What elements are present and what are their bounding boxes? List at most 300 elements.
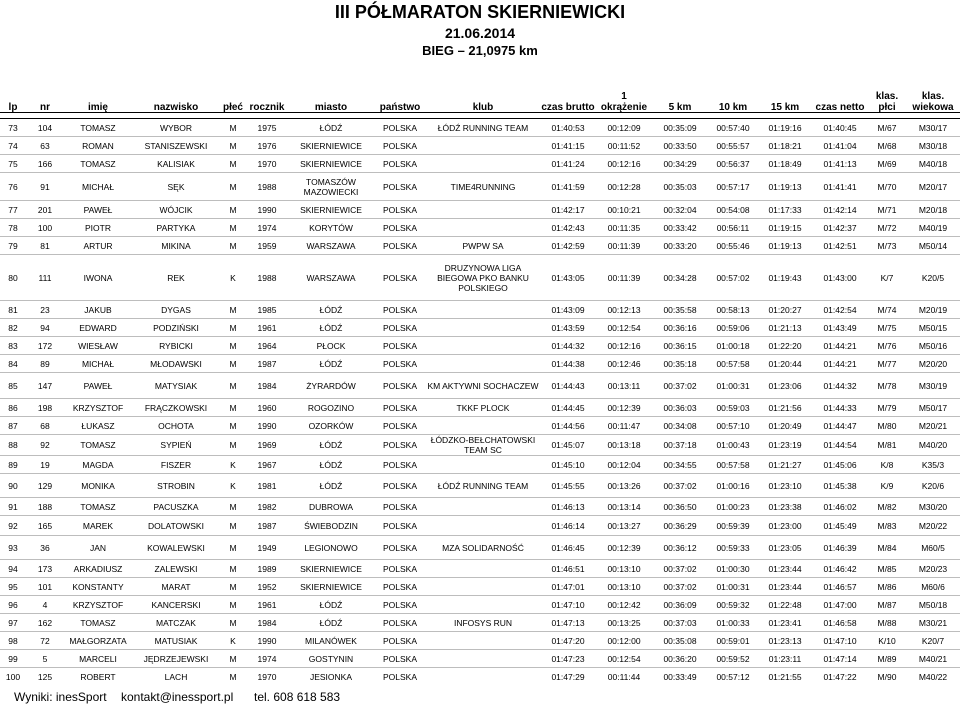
table-cell: SKIERNIEWICE	[300, 140, 362, 151]
table-cell: 01:20:44	[768, 358, 802, 369]
table-cell: 00:35:18	[663, 358, 697, 369]
table-cell: 00:37:02	[663, 581, 697, 592]
table-cell: 1970	[257, 671, 277, 682]
table-cell: WARSZAWA	[306, 240, 356, 251]
table-row	[0, 237, 960, 255]
table-cell: 01:22:20	[768, 340, 802, 351]
table-cell: 01:00:43	[716, 440, 750, 450]
table-cell: 90	[8, 480, 18, 491]
table-cell	[426, 337, 540, 355]
table-cell: 1961	[257, 322, 277, 333]
table-cell: M40/22	[918, 671, 948, 682]
table-cell: IWONA	[83, 272, 113, 283]
column-header: czas brutto	[541, 102, 595, 113]
table-row	[0, 596, 960, 614]
table-cell: M	[229, 420, 237, 431]
table-cell: 01:43:09	[551, 304, 585, 315]
table-cell: 01:21:27	[768, 459, 802, 470]
table-cell: 01:18:49	[768, 158, 802, 169]
column-header: czas netto	[815, 102, 865, 113]
table-cell: 01:46:02	[823, 501, 857, 512]
table-cell: 01:19:13	[768, 240, 802, 251]
table-cell: 100	[5, 671, 21, 682]
table-cell: 00:36:15	[663, 340, 697, 351]
table-cell: M/71	[877, 204, 897, 215]
table-cell: M	[229, 380, 237, 391]
table-cell: 01:44:47	[823, 420, 857, 431]
table-cell: POLSKA	[382, 440, 418, 450]
table-cell: 00:12:54	[607, 653, 641, 664]
table-cell: K20/7	[921, 635, 945, 646]
table-cell: 198	[37, 402, 53, 413]
table-cell: 74	[8, 140, 18, 151]
table-cell: M	[229, 240, 237, 251]
table-cell: 23	[40, 304, 50, 315]
table-cell: ŚWIEBODZIN	[304, 520, 358, 531]
table-cell: M/70	[877, 181, 897, 192]
table-cell: M60/6	[921, 581, 945, 592]
table-cell: 01:46:14	[551, 520, 585, 531]
table-cell: OCHOTA	[158, 420, 194, 431]
table-cell: M20/17	[918, 181, 948, 192]
table-cell: 01:23:38	[768, 501, 802, 512]
table-cell: 00:11:52	[607, 140, 641, 151]
table-cell: 01:23:05	[768, 542, 802, 553]
table-cell: POLSKA	[382, 563, 418, 574]
table-cell: 1984	[257, 380, 277, 391]
table-cell: M	[229, 222, 237, 233]
table-cell: M20/22	[918, 520, 948, 531]
table-cell: 01:47:14	[823, 653, 857, 664]
table-cell: 00:34:55	[663, 459, 697, 470]
table-cell: M	[229, 140, 237, 151]
table-cell: PODZIŃSKI	[153, 322, 199, 333]
table-cell: 01:44:32	[551, 340, 585, 351]
table-cell: POLSKA	[382, 459, 418, 470]
table-cell: 01:00:31	[716, 581, 750, 592]
table-cell: 01:23:00	[768, 520, 802, 531]
table-cell: 01:41:15	[551, 140, 585, 151]
table-cell: PARTYKA	[156, 222, 196, 233]
table-cell: 00:13:14	[607, 501, 641, 512]
table-cell: FRĄCZKOWSKI	[144, 402, 208, 413]
table-cell: 00:59:06	[716, 322, 750, 333]
table-cell: ARTUR	[83, 240, 113, 251]
table-cell: 01:23:06	[768, 380, 802, 391]
table-cell: 1987	[257, 358, 277, 369]
table-cell: M	[229, 542, 237, 553]
table-cell: 00:59:39	[716, 520, 750, 531]
table-cell: MICHAŁ	[81, 358, 115, 369]
table-cell: 01:44:43	[551, 380, 585, 391]
table-cell: 00:12:46	[607, 358, 641, 369]
table-cell: 01:46:45	[551, 542, 585, 553]
table-cell: 00:36:29	[663, 520, 697, 531]
table-cell: 36	[40, 542, 50, 553]
table-cell: M/86	[877, 581, 897, 592]
table-cell: 1989	[257, 563, 277, 574]
table-cell: 00:11:35	[607, 222, 641, 233]
table-cell: OZORKÓW	[308, 420, 354, 431]
table-cell: MAREK	[82, 520, 114, 531]
table-cell: 00:37:02	[663, 563, 697, 574]
table-cell: 1970	[257, 158, 277, 169]
table-row	[0, 399, 960, 417]
table-row	[0, 516, 960, 536]
table-cell: M50/14	[918, 240, 948, 251]
table-cell: 01:42:59	[551, 240, 585, 251]
table-cell: ŁÓDŹ	[319, 480, 343, 491]
table-cell: M40/20	[918, 440, 948, 450]
table-cell: 91	[8, 501, 18, 512]
table-cell: KONSTANTY	[72, 581, 124, 592]
table-cell: K/10	[878, 635, 896, 646]
table-cell: 162	[37, 617, 53, 628]
table-cell: MILANÓWEK	[305, 635, 357, 646]
table-row	[0, 355, 960, 373]
table-row	[0, 668, 960, 686]
table-cell: 01:00:18	[716, 340, 750, 351]
table-cell: 00:13:10	[607, 563, 641, 574]
table-cell: 97	[8, 617, 18, 628]
table-cell: 01:47:13	[551, 617, 585, 628]
table-cell: 01:47:23	[551, 653, 585, 664]
table-cell: 01:23:10	[768, 480, 802, 491]
table-cell: 00:56:11	[716, 222, 750, 233]
table-cell: 01:44:38	[551, 358, 585, 369]
table-cell: M/69	[877, 158, 897, 169]
table-row	[0, 337, 960, 355]
table-cell: 00:57:40	[716, 122, 750, 133]
table-cell: 01:47:00	[823, 599, 857, 610]
table-cell: 00:36:03	[663, 402, 697, 413]
table-cell: 00:37:02	[663, 480, 697, 491]
table-cell: K20/5	[921, 272, 945, 283]
table-cell: POLSKA	[382, 340, 418, 351]
table-row	[0, 301, 960, 319]
table-cell: 00:11:44	[607, 671, 641, 682]
table-cell	[426, 201, 540, 219]
table-cell: 01:45:10	[551, 459, 585, 470]
table-cell: 01:44:21	[823, 340, 857, 351]
table-cell: 01:44:56	[551, 420, 585, 431]
table-cell: 00:55:57	[716, 140, 750, 151]
table-cell: 125	[37, 671, 53, 682]
table-cell: EDWARD	[79, 322, 117, 333]
table-cell: 01:43:00	[823, 272, 857, 283]
table-cell: 01:23:13	[768, 635, 802, 646]
table-cell: M/80	[877, 420, 897, 431]
table-cell: ŁÓDŹ	[319, 122, 343, 133]
table-cell	[426, 355, 540, 373]
table-cell: 01:23:41	[768, 617, 802, 628]
column-header: miasto	[314, 102, 348, 113]
table-cell: TOMASZ	[80, 617, 116, 628]
table-cell: M/77	[877, 358, 897, 369]
results-table	[0, 87, 960, 686]
table-cell: M	[229, 599, 237, 610]
table-cell: POLSKA	[382, 420, 418, 431]
table-cell: 1964	[257, 340, 277, 351]
table-cell: 00:12:39	[607, 542, 641, 553]
table-row	[0, 474, 960, 498]
table-cell: 91	[40, 181, 50, 192]
table-cell: TOMASZ	[80, 158, 116, 169]
table-cell: 01:44:33	[823, 402, 857, 413]
table-cell: LEGIONOWO	[304, 542, 358, 553]
table-cell: 00:35:09	[663, 122, 697, 133]
table-cell: POLSKA	[382, 599, 418, 610]
table-cell: 111	[38, 272, 52, 283]
column-header: 1 okrążenie	[600, 91, 648, 113]
table-row	[0, 373, 960, 399]
table-cell: 01:23:19	[768, 440, 802, 450]
table-cell	[426, 319, 540, 337]
table-cell: SKIERNIEWICE	[300, 204, 362, 215]
table-cell: ŁÓDŹ	[319, 304, 343, 315]
table-cell: ŁUKASZ	[81, 420, 115, 431]
table-cell: 01:41:13	[823, 158, 857, 169]
table-cell: M	[229, 358, 237, 369]
table-cell: 82	[8, 322, 18, 333]
table-cell: 1961	[257, 599, 277, 610]
table-cell: 01:46:58	[823, 617, 857, 628]
table-cell: M	[229, 402, 237, 413]
table-cell: M	[229, 340, 237, 351]
table-cell: 00:12:16	[607, 340, 641, 351]
table-cell: K	[230, 635, 236, 646]
column-header: płeć	[222, 102, 243, 113]
table-cell: M	[229, 158, 237, 169]
table-cell: 173	[37, 563, 53, 574]
table-cell: POLSKA	[382, 542, 418, 553]
table-cell: KRZYSZTOF	[72, 599, 124, 610]
table-cell: 172	[37, 340, 53, 351]
table-cell: 00:59:33	[716, 542, 750, 553]
column-header: 10 km	[718, 102, 748, 113]
table-cell: TOMASZ	[80, 501, 116, 512]
table-cell: STANISZEWSKI	[144, 140, 208, 151]
table-cell: MZA SOLIDARNOŚĆ	[442, 542, 524, 553]
table-cell: POLSKA	[382, 272, 418, 283]
table-cell: KALISIAK	[157, 158, 195, 169]
table-cell: 00:13:11	[607, 380, 641, 391]
table-cell: POLSKA	[382, 480, 418, 491]
table-cell: 94	[8, 563, 18, 574]
table-cell: SYPIEŃ	[160, 440, 192, 450]
table-cell: 01:42:37	[823, 222, 857, 233]
table-cell: 73	[8, 122, 18, 133]
table-cell: 01:46:39	[823, 542, 857, 553]
table-row	[0, 219, 960, 237]
table-cell: 01:44:45	[551, 402, 585, 413]
table-cell: 00:33:20	[663, 240, 697, 251]
table-cell: ŁÓDŹ	[319, 358, 343, 369]
table-cell: 63	[40, 140, 50, 151]
table-cell: 01:41:41	[823, 181, 857, 192]
table-cell: DRUZYNOWA LIGA BIEGOWA PKO BANKU POLSKIEGO	[437, 262, 529, 293]
table-cell: 00:59:01	[716, 635, 750, 646]
table-cell: POLSKA	[382, 358, 418, 369]
table-cell: 01:47:29	[551, 671, 585, 682]
table-cell: PAWEŁ	[83, 380, 113, 391]
table-cell: M40/21	[918, 653, 948, 664]
table-cell: M	[229, 520, 237, 531]
table-cell: K20/6	[921, 480, 945, 491]
table-cell: 01:17:33	[768, 204, 802, 215]
table-cell: 188	[37, 501, 53, 512]
table-cell: POLSKA	[382, 222, 418, 233]
table-cell: 1990	[257, 204, 277, 215]
table-cell: 89	[8, 459, 18, 470]
table-cell: M/75	[877, 322, 897, 333]
table-cell: DYGAS	[161, 304, 191, 315]
table-cell: POLSKA	[382, 671, 418, 682]
table-cell: 87	[8, 420, 18, 431]
table-row	[0, 255, 960, 301]
table-cell: 1990	[257, 635, 277, 646]
table-cell: ŁÓDŹ	[319, 599, 343, 610]
table-cell: 01:42:43	[551, 222, 585, 233]
table-cell: 00:35:08	[663, 635, 697, 646]
table-cell: 01:46:42	[823, 563, 857, 574]
table-cell: 00:32:04	[663, 204, 697, 215]
table-cell: 00:33:50	[663, 140, 697, 151]
table-cell: PAWEŁ	[83, 204, 113, 215]
table-cell: 1982	[257, 501, 277, 512]
table-cell: 01:43:49	[823, 322, 857, 333]
table-cell: 00:12:04	[607, 459, 641, 470]
table-cell: K/8	[880, 459, 894, 470]
table-cell: POLSKA	[382, 501, 418, 512]
table-cell: SĘK	[167, 181, 185, 192]
table-cell: M/78	[877, 380, 897, 391]
table-cell: 01:40:53	[551, 122, 585, 133]
table-cell: 00:56:37	[716, 158, 750, 169]
table-cell: 1990	[257, 420, 277, 431]
table-cell: M20/19	[918, 304, 948, 315]
table-cell	[426, 155, 540, 173]
table-cell: 00:12:42	[607, 599, 641, 610]
table-cell: 68	[40, 420, 50, 431]
table-cell: M/89	[877, 653, 897, 664]
table-cell: 00:57:02	[716, 272, 750, 283]
table-cell: ŁÓDŹ RUNNING TEAM	[437, 122, 529, 133]
table-cell: 00:13:18	[607, 440, 641, 450]
table-cell: POLSKA	[382, 322, 418, 333]
table-cell: 1981	[257, 480, 277, 491]
table-cell: 86	[8, 402, 18, 413]
table-cell: 00:54:08	[716, 204, 750, 215]
table-cell: 00:36:09	[663, 599, 697, 610]
table-cell: 77	[8, 204, 18, 215]
table-cell: M50/18	[918, 599, 948, 610]
table-cell: 5	[42, 653, 48, 664]
table-cell: WYBOR	[159, 122, 193, 133]
table-cell: MAGDA	[82, 459, 114, 470]
results-body	[0, 119, 960, 686]
table-cell: 00:57:58	[716, 358, 750, 369]
column-header: klub	[472, 102, 494, 113]
table-cell: 00:57:58	[716, 459, 750, 470]
table-cell: 01:46:51	[551, 563, 585, 574]
table-cell: 79	[8, 240, 18, 251]
table-cell: M30/18	[918, 140, 948, 151]
table-cell: 00:11:39	[607, 240, 641, 251]
table-cell: 1988	[257, 272, 277, 283]
table-cell	[426, 417, 540, 435]
table-cell: LACH	[164, 671, 188, 682]
table-cell: K/7	[880, 272, 894, 283]
table-cell: 00:11:39	[607, 272, 641, 283]
table-cell: PWPW SA	[462, 240, 504, 251]
table-cell: M/68	[877, 140, 897, 151]
table-cell: 00:12:16	[607, 158, 641, 169]
table-cell: 81	[40, 240, 50, 251]
table-cell: 00:12:54	[607, 322, 641, 333]
table-cell: 104	[37, 122, 53, 133]
table-cell: M/82	[877, 501, 897, 512]
table-cell: ŻYRARDÓW	[306, 380, 356, 391]
table-cell: MONIKA	[81, 480, 115, 491]
table-cell: M	[229, 304, 237, 315]
table-cell: RYBICKI	[159, 340, 193, 351]
table-cell: 01:44:32	[823, 380, 857, 391]
table-cell: POLSKA	[382, 140, 418, 151]
table-cell: TIME4RUNNING	[450, 181, 516, 192]
table-cell: TOMASZ	[80, 122, 116, 133]
table-cell: K35/3	[921, 459, 945, 470]
table-cell: 101	[37, 581, 53, 592]
table-cell	[426, 578, 540, 596]
table-cell: KOWALEWSKI	[147, 542, 205, 553]
table-cell: 00:59:52	[716, 653, 750, 664]
table-cell: 00:59:03	[716, 402, 750, 413]
table-cell: M/72	[877, 222, 897, 233]
table-cell: M	[229, 653, 237, 664]
table-cell: POLSKA	[382, 380, 418, 391]
table-cell: ZALEWSKI	[154, 563, 198, 574]
table-row	[0, 632, 960, 650]
table-cell: POLSKA	[382, 204, 418, 215]
table-cell: 1959	[257, 240, 277, 251]
table-row	[0, 536, 960, 560]
table-cell: ROMAN	[82, 140, 114, 151]
table-cell: 00:12:13	[607, 304, 641, 315]
table-cell: TKKF PLOCK	[456, 402, 510, 413]
table-cell: 96	[8, 599, 18, 610]
table-cell: M/81	[877, 440, 897, 450]
table-cell: 1974	[257, 653, 277, 664]
table-cell: POLSKA	[382, 158, 418, 169]
table-cell: K	[230, 272, 236, 283]
table-cell: 01:19:16	[768, 122, 802, 133]
table-cell: 01:21:13	[768, 322, 802, 333]
table-cell: POLSKA	[382, 520, 418, 531]
table-cell: 00:13:25	[607, 617, 641, 628]
table-cell: 01:45:38	[823, 480, 857, 491]
table-cell: 72	[40, 635, 50, 646]
table-cell	[426, 596, 540, 614]
table-cell: 19	[40, 459, 50, 470]
table-header-row	[0, 87, 960, 119]
table-cell: ARKADIUSZ	[73, 563, 123, 574]
table-cell: MAŁGORZATA	[69, 635, 127, 646]
table-cell: TOMASZÓW MAZOWIECKI	[303, 176, 359, 197]
table-cell: 00:33:49	[663, 671, 697, 682]
table-cell: 1960	[257, 402, 277, 413]
table-cell: M	[229, 440, 237, 450]
